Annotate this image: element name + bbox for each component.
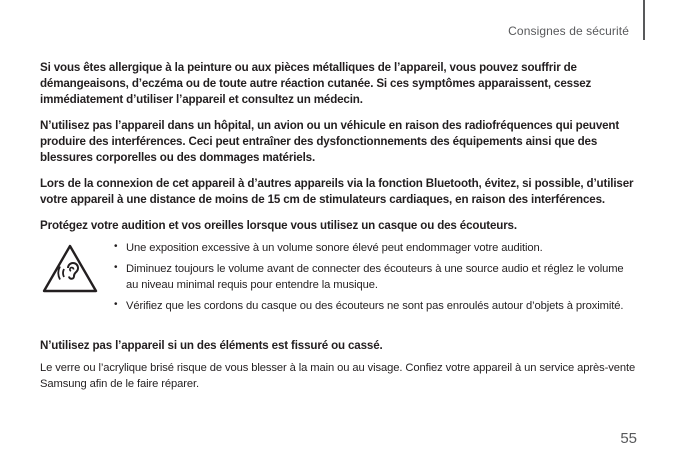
page-content <box>40 60 636 392</box>
hearing-section <box>40 240 636 330</box>
bullet-text: Diminuez toujours le volume avant de connecter des écouteurs à une source audio et réglez le volume au niveau minimal requis pour entendre la musique. <box>126 263 624 291</box>
hearing-warning-heading: Protégez votre audition et vos oreilles lorsque vous utilisez un casque ou des écouteurs. <box>40 219 517 232</box>
bullet-text: Vérifiez que les cordons du casque ou des écouteurs ne sont pas enroulés autour d’objets à proximité. <box>126 300 624 312</box>
hearing-bullet-list <box>114 240 636 319</box>
section-title: Consignes de sécurité <box>508 24 629 38</box>
list-item: • Une exposition excessive à un volume sonore élevé peut endommager votre audition. <box>114 241 543 254</box>
hospital-warning: N’utilisez pas l’appareil dans un hôpital, un avion ou un véhicule en raison des radiofréquences qui peuvent produire des interférences. Ceci peut entraîner des dysfonctionnements des équipements ainsi que des blessures corporelles ou des dommages matériels. <box>40 119 620 164</box>
cracked-device-heading: N’utilisez pas l’appareil si un des éléments est fissuré ou cassé. <box>40 339 383 352</box>
header-divider <box>643 0 645 40</box>
bluetooth-warning: Lors de la connexion de cet appareil à d’autres appareils via la fonction Bluetooth, évitez, si possible, d’utiliser votre appareil à une distance de moins de 15 cm de stimulateurs cardiaques, en raison des interférences. <box>40 177 634 206</box>
list-item: • Vérifiez que les cordons du casque ou des écouteurs ne sont pas enroulés autour d’objets à proximité. <box>114 299 624 312</box>
hearing-warning-icon <box>42 244 98 294</box>
list-item: • Diminuez toujours le volume avant de connecter des écouteurs à une source audio et réglez le volume au niveau minimal requis pour entendre la musique. <box>114 262 624 291</box>
cracked-device-text: Le verre ou l’acrylique brisé risque de vous blesser à la main ou au visage. Confiez votre appareil à un service après-vente Samsung afin de le faire réparer. <box>40 362 636 390</box>
page-number: 55 <box>620 430 637 447</box>
bullet-text: Une exposition excessive à un volume sonore élevé peut endommager votre audition. <box>126 242 543 254</box>
allergy-warning: Si vous êtes allergique à la peinture ou aux pièces métalliques de l’appareil, vous pouvez souffrir de démangeaisons, d’eczéma ou de toute autre réaction cutanée. Si ces symptômes apparaissent, cessez immédiatement d’utiliser l’appareil et consultez un médecin. <box>40 61 592 106</box>
